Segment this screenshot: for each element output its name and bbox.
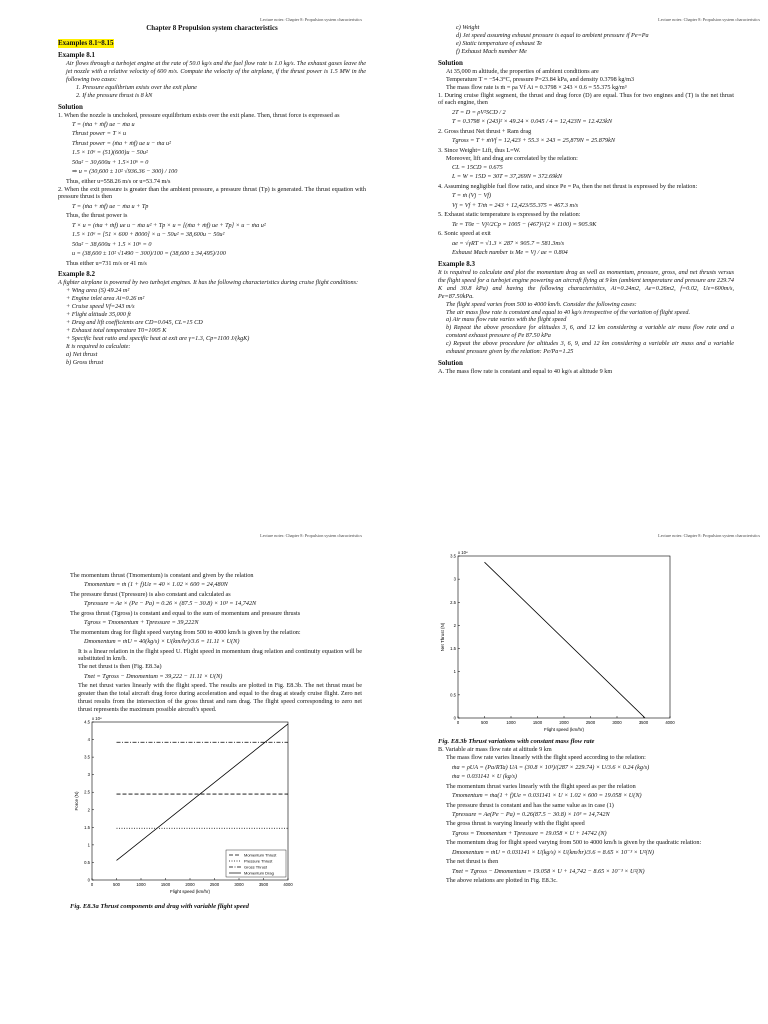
list-item: + Drag and lift coefficients are CD=0.045, CL=15 CD: [66, 319, 203, 327]
legend-label: Momentum Thrust: [244, 852, 277, 858]
x-tick-label: 0: [90, 882, 94, 887]
equation: Dmomentum = ṁU = 0.031141 × U(kg/s) × U(km/hr)/3.6 = 8.65 × 10⁻³ × U²(N): [452, 848, 654, 856]
equation: Tnet = Tgross − Dmomentum = 39,222 − 11.11 × U(N): [84, 672, 223, 680]
example-heading: Example 8.3: [438, 259, 475, 268]
equation: Dmomentum = ṁU = 40(kg/s) × U(km/hr)/3.6 = 11.11 × U(N): [84, 638, 240, 646]
paragraph: 4. Assuming negligible fuel flow ratio, and since Pe = Pa, then the net thrust is expressed by the relation:: [438, 182, 698, 190]
paragraph: 3. Since Weight= Lift, thus L=W.: [438, 146, 521, 154]
paragraph: The mass flow rate varies linearly with the flight speed according to the relation:: [446, 754, 646, 762]
y-tick-label: 2.5: [450, 599, 456, 605]
example-heading: Example 8.2: [58, 270, 95, 279]
list-item: c) Weight: [456, 24, 480, 31]
x-tick-label: 0: [456, 720, 460, 725]
list-item: + Specific heat ratio and specific heat at exit are γ=1.3, Cp=1100 J/(kgK): [66, 334, 250, 342]
paragraph: 1. During cruise flight segment, the thrust and drag force (D) are equal. Thus for two engines and (T) is the net thrust of each engine, then: [438, 91, 734, 107]
equation: 50u² − 30,600u + 1.5×10⁶ = 0: [72, 158, 149, 166]
figure-caption: Fig. E8.3a Thrust components and drag with variable flight speed: [70, 902, 249, 910]
equation: Tmomentum = ṁ (1 + f)Ue = 40 × 1.02 × 600 = 24,480N: [84, 581, 228, 589]
x-tick-label: 4000: [665, 720, 675, 725]
x-tick-label: 3000: [234, 882, 244, 887]
solution-heading: Solution: [58, 102, 83, 111]
equation: Tgross = Tmomentum + Tpressure = 39,222N: [84, 619, 199, 627]
equation: T × u = (ṁa + ṁf) ue u − ṁa u² + Tp × u = [(ṁa + ṁf) ue + Tp] × u − ṁa u²: [72, 221, 266, 229]
y-tick-label: 3.5: [450, 553, 456, 559]
section-heading: B. Variable air mass flow rate at altitude 9 km: [438, 746, 552, 754]
characteristics-list: [58, 287, 366, 343]
list-item: + Exhaust total temperature T0=1005 K: [66, 327, 167, 335]
axis-exponent: x 10⁴: [92, 716, 102, 721]
paragraph: Temperature T = −54.3°C, pressure P=23.84 kPa, and density 0.3798 kg/m3: [446, 75, 635, 83]
paragraph: The net thrust is then: [446, 858, 499, 866]
x-tick-label: 3500: [638, 720, 649, 725]
equation: 50u² − 38,600u + 1.5 × 10⁶ = 0: [72, 240, 152, 248]
example-text: A fighter airplane is powered by two turbojet engines. It has the following characteristics during cruise flight conditions:: [58, 279, 359, 287]
paragraph: The pressure thrust is constant and has the same value as in case (1): [446, 801, 614, 809]
list-item: b) Repeat the above procedure for altitudes 3, 6, and 12 km considering a variable air mass flow rate and a constant exhaust pressure of Pe 87.50 kPa: [446, 324, 734, 340]
y-tick-label: 0.5: [450, 692, 456, 698]
equation: Tgross = T + ṁVf = 12,423 + 55.3 × 243 = 25,879N = 25.879kN: [452, 137, 615, 145]
figure-caption: Fig. E8.3b Thrust variations with constant mass flow rate: [438, 738, 595, 745]
x-tick-label: 2500: [585, 720, 596, 725]
chart-e83b: [438, 548, 678, 739]
list-item: e) Static temperature of exhaust Te: [456, 39, 542, 47]
page-header: Lecture notes: Chapter 8: Propulsion system characteristics: [658, 17, 760, 22]
equation: Thrust power = T × u: [72, 130, 127, 138]
equation: Vj = Vf + T/ṁ = 243 + 12,423/55.375 = 467.3 m/s: [452, 201, 579, 209]
paragraph: The mass flow rate is ṁ = ρa Vf Ai = 0.3798 × 243 × 0.6 = 55.375 kg/m³: [446, 83, 627, 91]
equation: ṁa = ρUA = (Pa/RTa) UA = (30.8 × 10³)/(287 × 229.74) × U/3.6 × 0.24 (kg/s): [452, 763, 650, 771]
list-item: + Wing area (S) 49.24 m²: [66, 287, 130, 295]
x-tick-label: 2000: [559, 720, 569, 725]
page-3: [4, 520, 366, 1020]
chapter-title: Chapter 8 Propulsion system characteristics: [146, 24, 278, 32]
chart-e83a-svg: [70, 714, 296, 900]
page-header: Lecture notes: Chapter 8: Propulsion system characteristics: [260, 17, 362, 22]
example-text: It is required to calculate and plot the momentum drag as well as momentum, pressure, gross, and net thrusts versus the flight speed for a turbojet engine powering an aircraft flying at 9 km (ambient temperature and pressure are 229.74 K and 30.8 kPa) and having the following characteristics, Ai=0.24m2, Ae=0.26m2, f=0.02, Ue=600m/s, Pe=87.50kPa.: [438, 268, 734, 300]
paragraph: 2. When the exit pressure is greater than the ambient pressure, a pressure thrust (Tp) is generated. The thrust equation with pressure thrust is then: [58, 185, 366, 201]
y-tick-label: 3: [453, 576, 456, 582]
paragraph: The momentum thrust (Tmomentum) is constant and given by the relation: [70, 572, 254, 579]
y-axis-label: Force (N): [74, 791, 79, 811]
page-2: [402, 4, 764, 504]
equation: Tnet = Tgross − Dmomentum = 19.058 × U + 14,742 − 8.65 × 10⁻³ × U²(N): [452, 867, 645, 875]
y-tick-label: 3.5: [84, 754, 90, 760]
list-item: a) Net thrust: [66, 350, 98, 358]
x-tick-label: 500: [481, 720, 488, 725]
case-item: 1. Pressure equilibrium exists over the exit plane: [76, 83, 197, 91]
equation: L = W = 15D = 30T = 37,269N = 372.69kN: [452, 173, 563, 181]
equation: Thrust power = (ṁa + ṁf) ue u − ṁa u²: [72, 139, 171, 147]
page-header: Lecture notes: Chapter 8: Propulsion system characteristics: [658, 533, 760, 538]
chart-e83a: [70, 714, 362, 903]
paragraph: The gross thrust is varying linearly with the flight speed: [446, 820, 585, 828]
paragraph: The net thrust is then (Fig. E8.3a): [78, 663, 162, 671]
case-item: 2. If the pressure thrust is 8 kN: [76, 91, 153, 99]
equation: ṁa = 0.031141 × U (kg/s): [452, 773, 517, 781]
paragraph: A. The mass flow rate is constant and equal to 40 kg/s at altitude 9 km: [438, 368, 613, 376]
y-tick-label: 1.5: [84, 824, 90, 830]
legend-label: Gross Thrust: [244, 864, 268, 870]
x-tick-label: 2500: [209, 882, 220, 887]
list-item: f) Exhaust Mach number Me: [456, 47, 527, 55]
y-tick-label: 0: [87, 877, 90, 883]
x-tick-label: 500: [113, 882, 120, 887]
equation: 2T = D = ρV²SCD / 2: [452, 108, 506, 116]
x-tick-label: 3000: [612, 720, 622, 725]
page-1: [4, 4, 366, 504]
paragraph: Thus, the thrust power is: [66, 212, 128, 220]
x-axis-label: Flight speed (km/hr): [169, 889, 211, 894]
list-item: c) Repeat the above procedure for altitudes 3, 6, 9, and 12 km considering a variable air mass and a variable exhaust pressure given by the relation: Pe/Pa=1.25: [446, 340, 734, 356]
page-4: [402, 520, 764, 1020]
paragraph: It is a linear relation in the flight speed U. Flight speed in momentum drag relation and continuity equation will be substituted in km/h.: [78, 647, 362, 663]
equation: Tmomentum = ṁa(1 + f)Ue = 0.031141 × U × 1.02 × 600 = 19.058 × U(N): [452, 792, 642, 800]
y-tick-label: 1: [453, 669, 456, 675]
page-header: Lecture notes: Chapter 8: Propulsion system characteristics: [260, 533, 362, 538]
equation: T = ṁ (Vj − Vf): [452, 192, 492, 200]
list-item: b) Gross thrust: [66, 358, 104, 366]
paragraph: 1. When the nozzle is unchoked, pressure equilibrium exists over the exit plane. Then, thrust force is expressed as: [58, 111, 340, 119]
equation: ⇒ u = (30,600 ± 10² √936.36 − 300) / 100: [72, 168, 178, 176]
equation: T = 0.3798 × (243)² × 49.24 × 0.045 / 4 = 12,423N = 12.423kN: [452, 118, 612, 126]
y-tick-label: 3: [87, 772, 90, 778]
y-tick-label: 2: [453, 622, 456, 628]
x-tick-label: 1000: [506, 720, 516, 725]
plot-area: [458, 556, 670, 718]
example-text: The flight speed varies from 500 to 4000 km/h. Consider the following cases:: [446, 300, 637, 308]
y-tick-label: 2: [87, 807, 90, 813]
list-item: + Flight altitude 35,000 ft: [66, 311, 131, 319]
equation: Te = T0e − Vj²/2Cp = 1005 − (467)²/(2 × 1100) = 905.9K: [452, 220, 597, 228]
paragraph: The above relations are plotted in Fig. E8.3c.: [446, 877, 558, 885]
paragraph: The momentum thrust varies linearly with the flight speed as per the relation: [446, 782, 636, 790]
paragraph: 6. Sonic speed at exit: [438, 230, 491, 238]
equation: 1.5 × 10⁶ = (51)(600)u − 50u²: [72, 149, 148, 157]
equation: Tpressure = Ae × (Pe − Pa) = 0.26 × (87.5 − 30.8) × 10³ = 14,742N: [84, 600, 257, 608]
legend-label: Pressure Thrust: [244, 858, 273, 864]
y-tick-label: 4.5: [84, 719, 90, 725]
paragraph: The net thrust varies linearly with the flight speed. The results are plotted in Fig. E8.3b. The net thrust must be greater than the total aircraft drag force during acceleration and equal to the drag at steady cruise flight. Zero net thrust results from the intersection of the gross thrust and ram drag. The flight speed corresponding to zero net thrust represents the maximum possible aircraft's speed.: [78, 682, 362, 714]
paragraph: The momentum drag for flight speed varying from 500 to 4000 km/h is given by the quadratic relation:: [446, 839, 702, 847]
paragraph: 2. Gross thrust Net thrust + Ram drag: [438, 127, 532, 135]
result-line: Thus, either u=558.26 m/s or u=53.74 m/s: [66, 177, 171, 185]
y-tick-label: 4: [87, 737, 90, 743]
equation: T = (ṁa + ṁf) ue − ṁa u + Tp: [72, 202, 149, 210]
paragraph: The pressure thrust (Tpressure) is also constant and calculated as: [70, 590, 231, 598]
y-tick-label: 0: [453, 715, 456, 721]
list-item: d) Jet speed assuming exhaust pressure is equal to ambient pressure if Pe=Pa: [456, 31, 649, 39]
paragraph: The momentum drag for flight speed varying from 500 to 4000 km/h is given by the relation:: [70, 628, 301, 636]
x-tick-label: 1500: [160, 882, 171, 887]
x-tick-label: 1000: [136, 882, 146, 887]
equation: u = (38,600 ± 10² √1490 − 300)/100 = (38,600 ± 34,495)/100: [72, 250, 226, 258]
list-item: a) Air mass flow rate varies with the flight speed: [446, 316, 567, 324]
equation: T = (ṁa + ṁf) ue − ṁa u: [72, 120, 135, 128]
example-text: The air mass flow rate is constant and equal to 40 kg/s irrespective of the variation of flight speed.: [446, 308, 690, 316]
x-tick-label: 4000: [283, 882, 293, 887]
equation: CL = 15CD = 0.675: [452, 164, 503, 172]
list-item: + Cruise speed Vf=243 m/s: [66, 303, 135, 311]
equation: Exhaust Mach number is Me = Vj / ae = 0.804: [452, 248, 568, 256]
chart-e83b-svg: [438, 548, 678, 736]
solution-heading: Solution: [438, 58, 463, 67]
x-tick-label: 1500: [532, 720, 543, 725]
equation: Tpressure = Ae(Pe − Pa) = 0.26(87.5 − 30.8) × 10³ = 14,742N: [452, 811, 610, 818]
legend-label: Momentum Drag: [244, 870, 274, 876]
paragraph: At 35,000 m altitude, the properties of ambient conditions are: [446, 67, 599, 75]
axis-exponent: x 10⁴: [458, 550, 468, 555]
example-heading: Example 8.1: [58, 50, 95, 59]
x-tick-label: 3500: [258, 882, 269, 887]
list-item: + Engine inlet area Ai=0.26 m²: [66, 295, 145, 303]
y-axis-label: Net Thrust (N): [440, 622, 445, 652]
y-tick-label: 0.5: [84, 859, 90, 865]
paragraph: It is required to calculate:: [66, 342, 131, 350]
paragraph: The gross thrust (Tgross) is constant and equal to the sum of momentum and pressure thrusts: [70, 609, 301, 617]
equation: ae = √γRT = √1.3 × 287 × 905.7 = 581.3m/s: [452, 239, 564, 247]
x-axis-label: Flight speed (km/hr): [543, 727, 585, 732]
examples-tag: Examples 8.1~8.15: [58, 38, 114, 47]
equation: Tgross = Tmomentum + Tpressure = 19.058 × U + 14742 (N): [452, 829, 607, 837]
y-tick-label: 2.5: [84, 789, 90, 795]
x-tick-label: 2000: [185, 882, 195, 887]
y-tick-label: 1: [87, 842, 90, 848]
y-tick-label: 1.5: [450, 646, 456, 652]
solution-heading: Solution: [438, 359, 463, 368]
example-text: Air flows through a turbojet engine at the rate of 50.0 kg/s and the fuel flow rate is 1.0 kg/s. The exhaust gases leave the jet nozzle with a relative velocity of 600 m/s. Compute the velocity of the airplane, if the thrust power is 1.5 MW in the following two cases:: [66, 59, 366, 83]
equation: 1.5 × 10⁶ = [51 × 600 + 8000] × u − 50u² = 38,600u − 50u²: [72, 231, 225, 239]
paragraph: 5. Exhaust static temperature is expressed by the relation:: [438, 211, 581, 219]
paragraph: Moreover, lift and drag are correlated by the relation:: [446, 154, 578, 162]
result-line: Thus either u=731 m/s or 41 m/s: [66, 259, 147, 267]
